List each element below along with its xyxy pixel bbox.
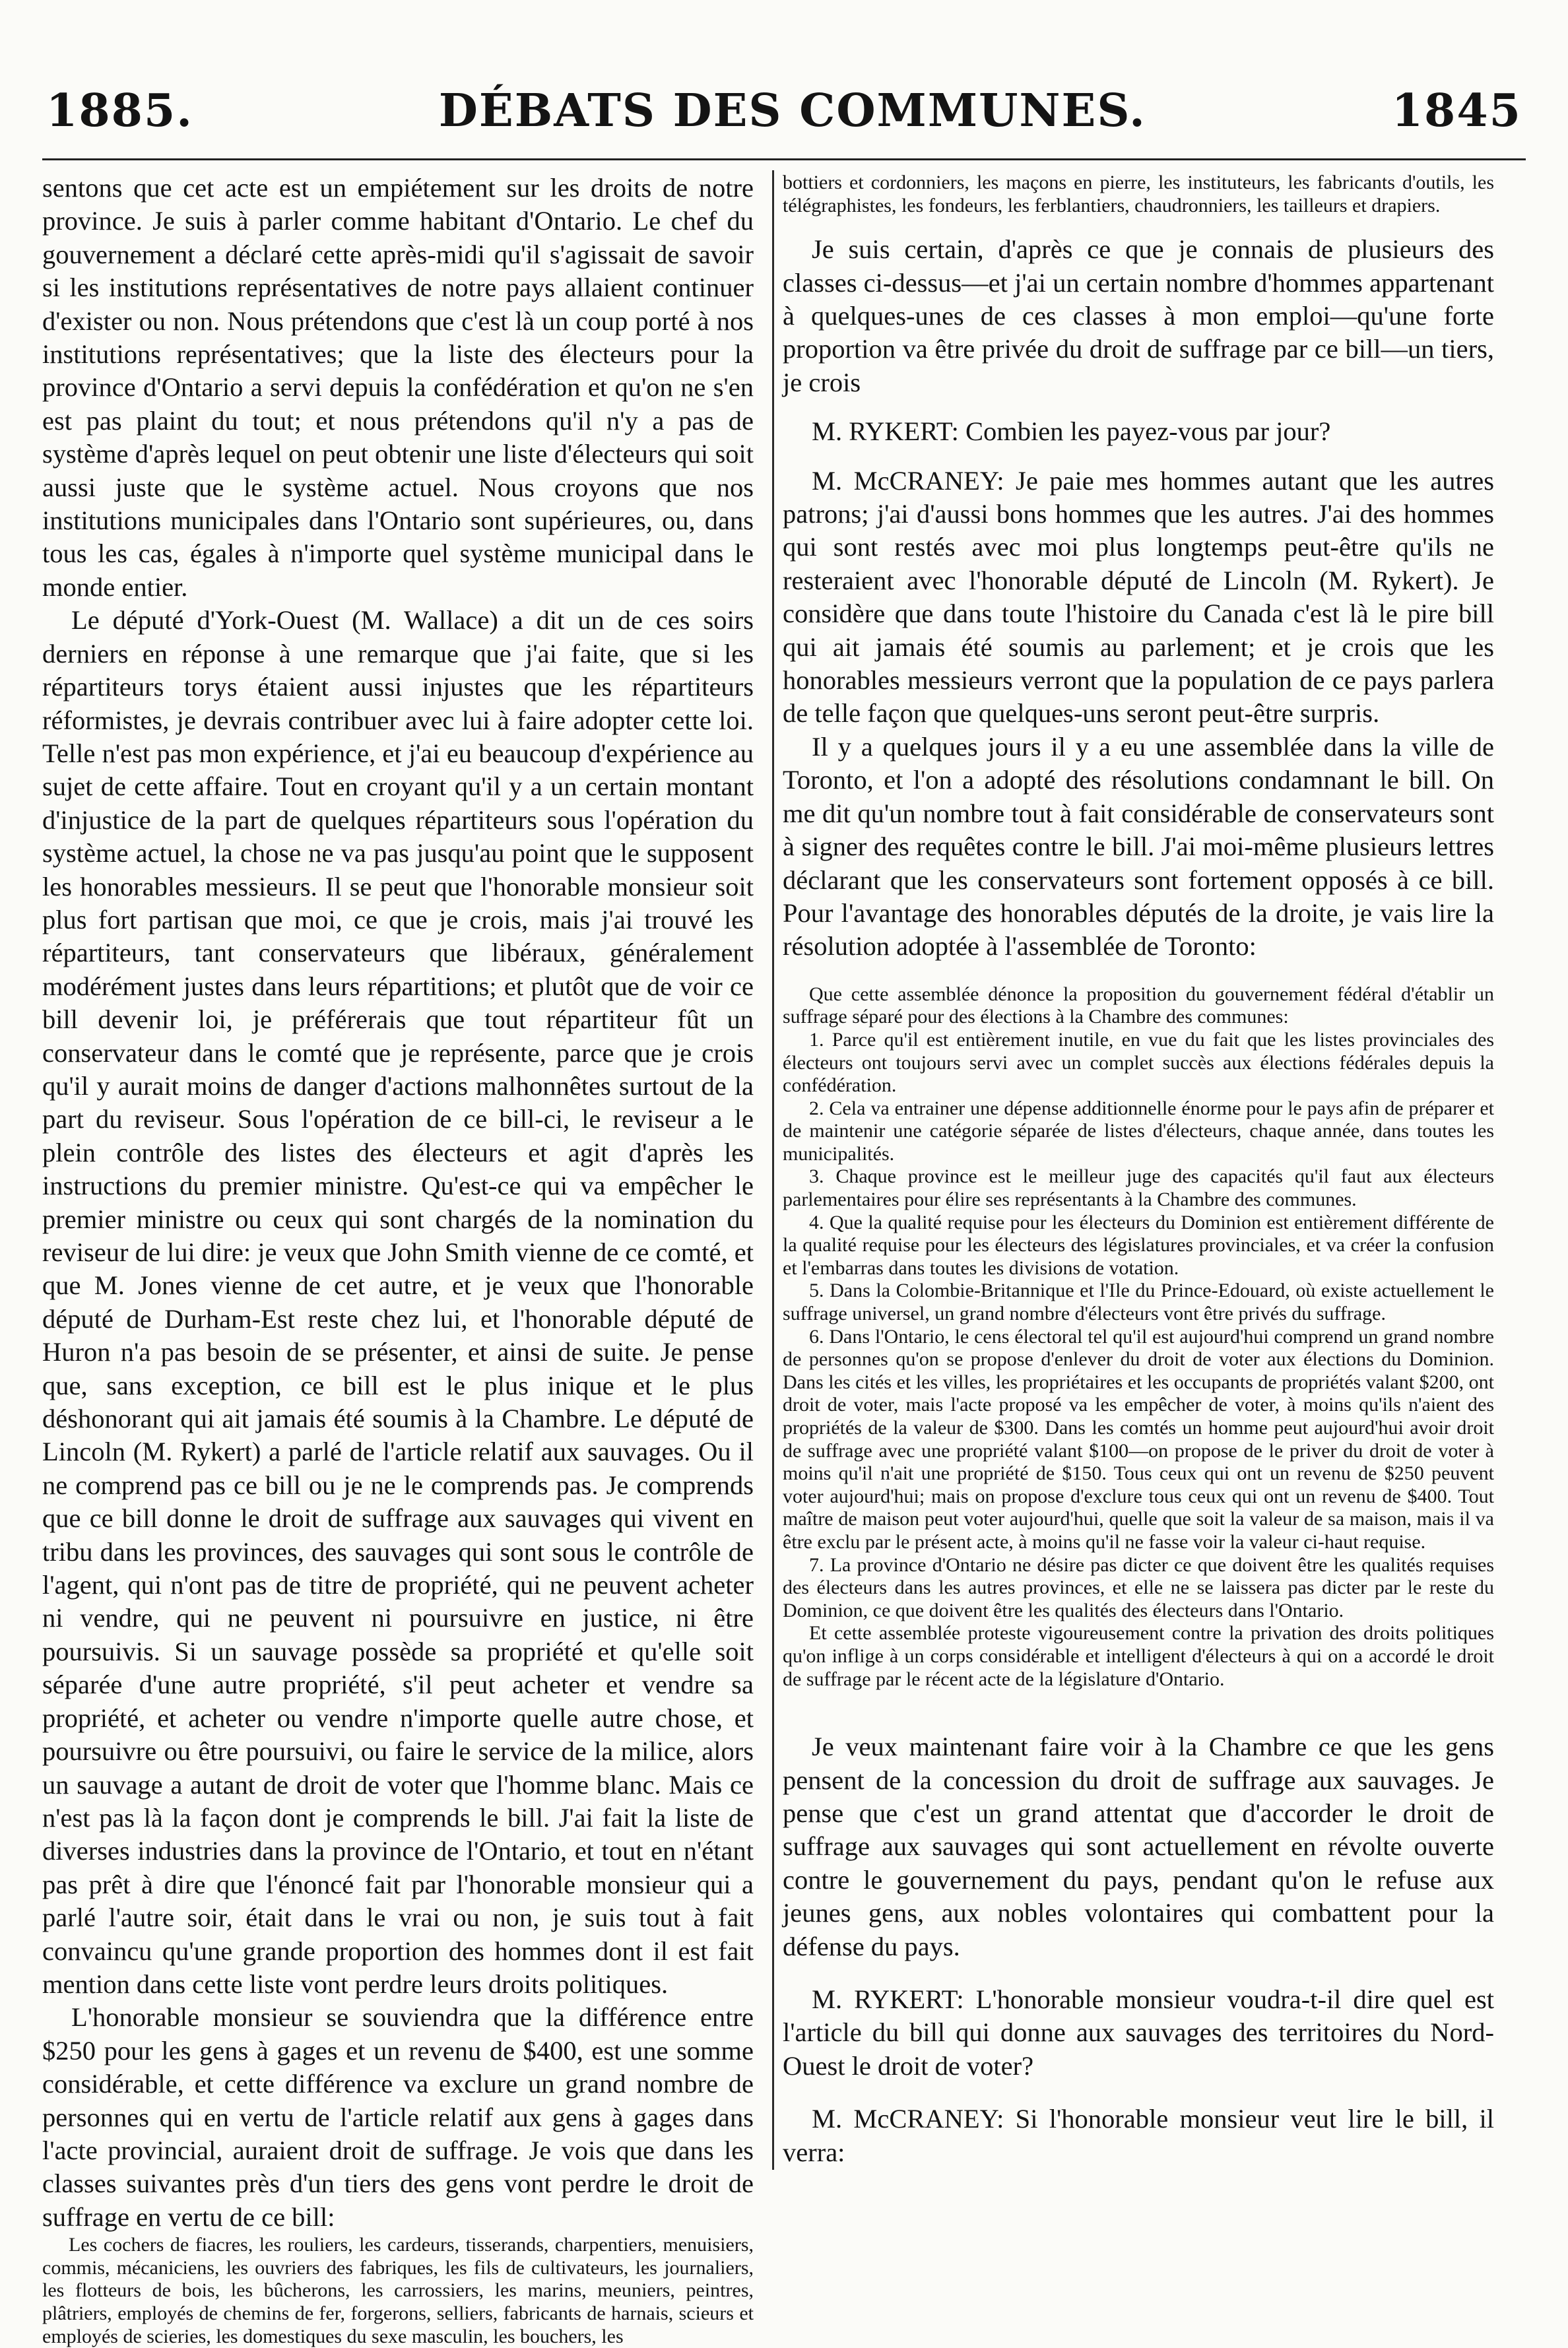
- right-paragraph-1: Je suis certain, d'après ce que je connais de plusieurs des classes ci-dessus—et j'ai un certain nombre d'hommes appartenant à quelques-unes de ces classes à mon emploi—qu'une forte proportion va être privée du droit de suffrage par ce bill—un tiers, je crois: [783, 234, 1494, 397]
- toronto-meeting-paragraph: Il y a quelques jours il y a eu une assemblée dans la ville de Toronto, et l'on a adopté des résolutions condamnant le bill. On me dit qu'un nombre tout à fait considérable de conservateurs sont à signer des requêtes contre le bill. J'ai moi-même plusieurs lettres déclarant que les conservateurs sont fortement opposés à ce bill. Pour l'avantage des honorables députés de la droite, je vais lire la résolution adoptée à l'assemblée de Toronto:: [783, 731, 1494, 962]
- resolution-item: Que cette assemblée dénonce la proposition du gouvernement fédéral d'établir un suffrage séparé pour des élections à la Chambre des communes:: [783, 983, 1494, 1028]
- occupation-list-continued: bottiers et cordonniers, les maçons en pierre, les instituteurs, les fabricants d'outils, les télégraphistes, les fondeurs, les ferblantiers, chaudronniers, les tailleurs et drapiers.: [783, 172, 1494, 216]
- rykert-question-2: M. RYKERT: L'honorable monsieur voudra-t-il dire quel est l'article du bill qui donne aux sauvages des territoires du Nord-Ouest le droit de voter?: [783, 1984, 1494, 2081]
- mccraney-reply-2: M. McCRANEY: Si l'honorable monsieur veut lire le bill, il verra:: [783, 2104, 1494, 2167]
- resolution-item: 1. Parce qu'il est entièrement inutile, en vue du fait que les listes provinciales des électeurs ont toujours servi avec un complet succès aux élections fédérales depuis la confédération.: [783, 1028, 1494, 1097]
- right-paragraph-5: Je veux maintenant faire voir à la Chambre ce que les gens pensent de la concession du droit de suffrage aux sauvages. Je pense que c'est un grand attentat que d'accorder le droit de suffrage aux sauvages qui sont actuellement en révolte ouverte contre le gouvernement du pays, pendant qu'on le refuse aux jeunes gens, aux nobles volontaires qui combattent pour la défense du pays.: [783, 1732, 1494, 1961]
- rykert-question: M. RYKERT: Combien les payez-vous par jour?: [812, 416, 1331, 447]
- mccraney-reply: M. McCRANEY: Je paie mes hommes autant que les autres patrons; j'ai d'aussi bons hommes que les autres. J'ai des hommes qui sont restés avec moi plus longtemps peut-être qu'ils ne resteraient avec l'honorable député de Lincoln (M. Rykert). Je considère que dans toute l'histoire du Canada c'est là le pire bill qui ait jamais été soumis au parlement; et je crois que les honorables messieurs verront que la population de ce pays parlera de telle façon que quelques-uns seront peut-être surpris.: [783, 465, 1494, 729]
- right-column: [783, 172, 1494, 2169]
- header-title: DÉBATS DES COMMUNES.: [438, 84, 1146, 137]
- resolution-item: 3. Chaque province est le meilleur juge des capacités qu'il faut aux électeurs parlementaires pour élire ses représentants à la Chambre des communes.: [783, 1165, 1494, 1211]
- header-year: 1885.: [46, 84, 193, 137]
- left-column: [42, 172, 754, 2348]
- resolution-item: 2. Cela va entrainer une dépense additionnelle énorme pour le pays afin de préparer et de maintenir une catégorie séparée de listes d'électeurs, chaque année, dans toutes les municipalités.: [783, 1097, 1494, 1165]
- resolution-item: 5. Dans la Colombie-Britannique et l'Ile du Prince-Edouard, où existe actuellement le suffrage universel, un grand nombre d'électeurs vont être privés du suffrage.: [783, 1280, 1494, 1325]
- occupation-list: Les cochers de fiacres, les rouliers, les cardeurs, tisserands, charpentiers, menuisiers, commis, mécaniciens, les ouvriers des fabriques, les fils de cultivateurs, les journaliers, les flotteurs de bois, les bûcherons, les carrossiers, les marins, meuniers, peintres, plâtriers, employés de chemins de fer, forgerons, selliers, fabricants de harnais, scieurs et employés de scieries, les domestiques du sexe masculin, les bouchers, les: [42, 2234, 754, 2347]
- resolution-item: 4. Que la qualité requise pour les électeurs du Dominion est entièrement différente de la qualité requise pour les électeurs des législatures provinciales, et va créer la confusion et l'embarras dans toutes les divisions de votation.: [783, 1211, 1494, 1279]
- resolution-item: Et cette assemblée proteste vigoureusement contre la privation des droits politiques qu'on inflige à un corps considérable et intelligent d'électeurs à qui on a accordé le droit de suffrage par le récent acte de la législature d'Ontario.: [783, 1622, 1494, 1690]
- page-header: [46, 84, 1522, 137]
- left-paragraph-3: L'honorable monsieur se souviendra que la différence entre $250 pour les gens à gages et un revenu de $400, est une somme considérable, et cette différence va exclure un grand nombre de personnes qui en vertu de l'article relatif aux gens à gages dans l'acte provincial, auraient droit de suffrage. Je vois que dans les classes suivantes près d'un tiers des gens vont perdre le droit de suffrage en vertu de ce bill:: [42, 2002, 754, 2232]
- column-divider: [772, 170, 774, 2170]
- left-paragraph-2: Le député d'York-Ouest (M. Wallace) a dit un de ces soirs derniers en réponse à une remarque que j'ai faite, que si les répartiteurs torys étaient aussi injustes que les répartiteurs réformistes, je devrais contribuer avec lui à faire adopter cette loi. Telle n'est pas mon expérience, et j'ai eu beaucoup d'expérience au sujet de cette affaire. Tout en croyant qu'il y a un certain montant d'injustice de la part de quelques répartiteurs sous l'opération du système actuel, la chose ne va pas jusqu'au point que le supposent les honorables messieurs. Il se peut que l'honorable monsieur soit plus fort partisan que moi, ce que je crois, mais j'ai trouvé les répartiteurs, tant conservateurs que libéraux, généralement modérément justes dans leurs répartitions; et plutôt que de voir ce bill devenir loi, je préférerais que tout répartiteur fût un conservateur dans le comté que je représente, parce que je crois qu'il y aurait moins de danger d'actions malhonnêtes surtout de la part du reviseur. Sous l'opération de ce bill-ci, le reviseur a le plein contrôle des listes des électeurs et agit d'après les instructions du premier ministre. Qu'est-ce qui va empêcher le premier ministre ou ceux qui sont chargés de la nomination du reviseur de lui dire: je veux que John Smith vienne de ce comté, et que M. Jones vienne de cet autre, et je veux que l'honorable député de Durham-Est reste chez lui, et l'honorable député de Huron n'a pas besoin de se présenter, et ainsi de suite. Je pense que, sans exception, ce bill est le plus inique et le plus déshonorant qui ait jamais été soumis à la Chambre. Le député de Lincoln (M. Rykert) a parlé de l'article relatif aux sauvages. Ou il ne comprend pas ce bill ou je ne le comprends pas. Je comprends que ce bill donne le droit de suffrage aux sauvages qui vivent en tribu dans les provinces, des sauvages qui sont sous le contrôle de l'agent, qui n'ont pas de titre de propriété, qui ne peuvent acheter ni vendre, qui ne peuvent ni poursuivre en justice, ni être poursuivis. Si un sauvage possède sa propriété et qu'elle soit séparée d'une autre propriété, s'il peut acheter et vendre sa propriété, et acheter ou vendre n'importe quelle autre chose, et poursuivre ou être poursuivi, ou faire le service de la milice, alors un sauvage a autant de droit de voter que l'homme blanc. Mais ce n'est pas là la façon dont je comprends le bill. J'ai fait la liste de diverses industries dans la province de l'Ontario, et tout en n'étant pas prêt à dire que l'énoncé fait par l'honorable monsieur qui a parlé l'autre soir, était dans le vrai ou non, je suis tout à fait convaincu qu'une grande proportion des hommes dont il est fait mention dans cette liste vont perdre leurs droits politiques.: [42, 605, 754, 1999]
- header-page-number: 1845: [1391, 84, 1522, 137]
- toronto-resolution: [783, 983, 1494, 1691]
- left-paragraph-1: sentons que cet acte est un empiétement sur les droits de notre province. Je suis à parler comme habitant d'Ontario. Le chef du gouvernement a déclaré cette après-midi qu'il s'agissait de savoir si les institutions représentatives de notre pays allaient continuer d'exister ou non. Nous prétendons que c'est là un coup porté à nos institutions représentatives; que la liste des électeurs pour la province d'Ontario a servi depuis la confédération et qu'on ne s'en est pas plaint du tout; et nous prétendons qu'il n'y a pas de système d'après lequel on peut obtenir une liste d'électeurs qui soit aussi juste que le système actuel. Nous croyons que nos institutions municipales dans l'Ontario sont supérieures, ou, dans tous les cas, égales à n'importe quel système municipal dans le monde entier.: [42, 173, 754, 602]
- header-rule: [42, 158, 1526, 160]
- resolution-item: 7. La province d'Ontario ne désire pas dicter ce que doivent être les qualités requises des électeurs dans les autres provinces, et elle ne se laissera pas dicter par le reste du Dominion, ce que doivent être les qualités des électeurs dans l'Ontario.: [783, 1553, 1494, 1621]
- resolution-item: 6. Dans l'Ontario, le cens électoral tel qu'il est aujourd'hui comprend un grand nombre de personnes qu'on se propose d'enlever du droit de voter aux élections du Dominion. Dans les cités et les villes, les propriétaires et les occupants de propriétés valant $200, ont droit de voter, mais l'acte proposé va les empêcher de voter, à moins qu'ils n'aient des propriétés de la valeur de $300. Dans les comtés un homme peut aujourd'hui avoir droit de suffrage avec une propriété valant $100—on propose de le priver du droit de voter à moins qu'il n'ait une propriété de $150. Tous ceux qui ont un revenu de $250 peuvent voter aujourd'hui; mais on propose d'exclure tous ceux qui ont un revenu de $400. Tout maître de maison peut voter aujourd'hui, quelle que soit la valeur de sa maison, mais il va être exclu par le présent acte, à moins qu'il ne fasse voir la valeur ci-haut requise.: [783, 1325, 1494, 1553]
